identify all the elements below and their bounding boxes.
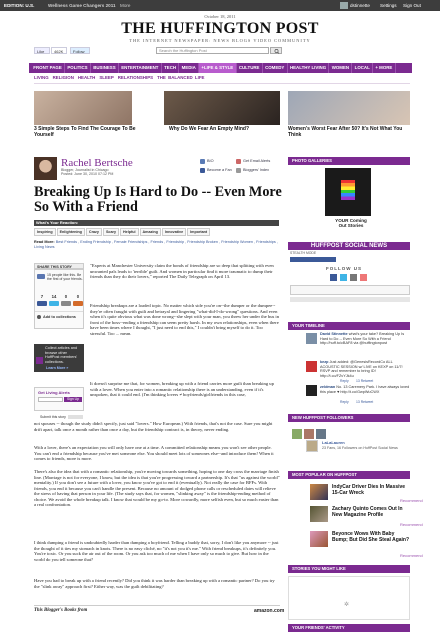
reaction-button[interactable]: Innovative [162,228,186,236]
promo-image-2[interactable] [164,91,280,125]
popular-title[interactable]: Beyonce Wows With Baby Bump; But Did She Steal Again? [332,531,410,543]
reaction-button[interactable]: Important [187,228,210,236]
stealth-mode-toggle[interactable]: STEALTH MODE [290,251,317,255]
reaction-button[interactable]: Amazing [140,228,161,236]
facebook-icon[interactable] [330,274,337,281]
popular-thumb[interactable] [310,506,328,522]
add-collections-button[interactable]: Add to collections [43,315,76,319]
facebook-connect-button[interactable] [290,257,336,262]
follow-icons [330,274,367,281]
promo-image-1[interactable] [34,91,132,125]
reply-link[interactable]: Reply [340,400,349,404]
share-count-facebook: 7 [40,294,44,299]
follower-name[interactable]: LaLaLauren [322,440,345,445]
nav-item[interactable]: + MORE [373,63,396,73]
subnav-item[interactable]: THE BALANCED LIFE [157,75,205,80]
share-count-comments: 0 [76,294,80,299]
email-icon[interactable] [350,274,357,281]
sub-nav [34,75,208,80]
email-share-icon[interactable] [61,301,71,306]
recommend-button[interactable]: Recommend [400,522,423,527]
digg-icon[interactable] [68,415,83,419]
paragraph: I think dumping a friend is undoubtedly harder than dumping a boyfriend. Telling a buddy that, sorry, I don't like you anymore -- just the thought of it ties my stomach in knots. There is no easy cliché, no "it's not you it's me." With friend breakups, it's definitely you. You're toxic. Or you suck the air out of the room. Or you ask too much of me when I have only so much to give. But how in the world do you tell someone that? [34,540,279,562]
like-button[interactable]: Like [34,47,50,54]
collections-icon [36,357,43,364]
follow-us-label: FOLLOW US [326,266,362,271]
alerts-email-input[interactable] [38,397,63,402]
read-more-tags[interactable]: Best Friends , Ending Friendship , Female Friendships , Friends , Friendship , Friendship Broken , Friendship Women , Friendships , Living News [34,240,278,249]
username-link[interactable]: dstinnette [350,3,370,8]
tweet-user[interactable]: David Stinnette [320,332,348,336]
bio-link[interactable]: BIO [207,159,214,163]
twitter-icon[interactable] [340,274,347,281]
amazon-logo[interactable]: amazon.com [254,608,285,614]
retweet-link[interactable]: 13 Retweet [356,379,374,383]
post-date: Posted: June 30, 2010 07:12 PM [61,172,114,177]
article-headline: Breaking Up Is Hard to Do -- Even More So With a Friend [34,184,282,215]
avatar[interactable] [306,333,317,344]
tweet-user[interactable]: kezp [320,360,329,364]
tweet-text: what's your take? Breaking Up Is Hard to Do -- Even More So With a Friend http://huff.to/cBAF8 via @huffingtonpost [320,332,405,345]
divider [35,311,83,312]
new-followers-header: NEW HUFFPOST FOLLOWERS [288,414,410,422]
loading-spinner-icon: ✲ [344,602,350,608]
reaction-button[interactable]: Scary [103,228,119,236]
popular-title[interactable]: Zachary Quinto Comes Out In New Magazine Profile [332,506,403,518]
share-toolbar [290,297,410,302]
share-header: SHARE THIS STORY [34,263,84,269]
promo-caption-3[interactable]: Women's Worst Fear After 50? It's Not What You Think [288,126,403,138]
top-link-wellness[interactable]: Wellness Game Changers 2011 [48,3,116,8]
subnav-item[interactable]: RELATIONSHIPS [117,75,154,80]
follow-button[interactable]: Follow [70,47,90,54]
paragraph: With a lover, there's an expectation you will only have one at a time. A committed relationship means you won't see other people. You can't end a friendship because you've met someone else. You should meet lots of someones else--and introduce them! When it comes to friends, more is more. [34,445,274,461]
paragraph: It doesn't surprise me that, for women, breaking up with a friend carries more guilt than breaking up with a lover. When you enter into a romantic relationship there is an understanding, even if it's unspoken, that it could end. (I'm thinking lovers ≠ boyfriends/girlfriends in this case, [90,381,274,397]
submit-story-link[interactable]: Submit this story [40,415,66,419]
reaction-button[interactable]: Enlightening [57,228,85,236]
avatar[interactable] [306,361,317,372]
promo-caption-1[interactable]: 3 Simple Steps To Find The Courage To Be Yourself [34,126,136,138]
avatar[interactable] [292,429,302,439]
comment-share-icon[interactable] [73,301,83,306]
gallery-caption[interactable]: YOUR Coming Out Stories [335,218,367,229]
learn-more-link[interactable]: Learn More » [46,366,69,370]
tweet [320,360,410,378]
promo-caption-2[interactable]: Why Do We Fear An Empty Mind? [169,126,250,132]
mail-icon [236,159,241,164]
paragraph: There's also the idea that with a romantic relationship, you're moving towards something, hoping to one day cross the marriage finish line. (Marriage is not for everyone, I know, but the idea is that you're progressing toward a partnership. It's that "us against the world" mentality.) If you don't see a future with a lover, you know you've got to end it (eventually). Not really the case for BFFs. With friends, you end it because you can't handle the present. Because no amount of dodged phone calls or rescheduled dates will relieve the stress of having that person in your life. (The study says that, for women, "slinking away" is the friendship-ending method of choice. We avoid the whole breakup talk. I know that would be my go-to. More cowardly, more selfish even, but so much easier than a real confrontation. [34,469,280,507]
follower-stats: 23 Fans, 16 Followers on HuffPost Social News [322,446,398,450]
avatar[interactable] [316,429,326,439]
index-icon [236,168,241,173]
reaction-title: What's Your Reaction: [34,220,279,226]
subnav-item[interactable]: HEALTH [77,75,96,80]
search-icon [271,48,283,55]
nav-item[interactable]: +LIFE & STYLE [199,63,236,73]
tweet-text: No. 13 Caremery Park. I have always loved this place ♥ http://t.co/GwpWuCWX [320,385,410,394]
nav-item[interactable]: BUSINESS [91,63,119,73]
recommend-button[interactable]: Recommend [400,498,423,503]
email-alerts-link[interactable]: Get Email Alerts [243,159,271,163]
bloggers-index-link[interactable]: Bloggers' Index [243,168,270,172]
divider [34,83,410,84]
subnav-item[interactable]: LIVING [34,75,49,80]
stories-like-header: STORIES YOU MIGHT LIKE [288,565,410,573]
share-count-twitter: 14 [51,294,57,299]
divider [34,605,280,606]
retweet-link[interactable]: 13 Retweet [356,400,374,404]
tweet [320,332,410,346]
tweet-user[interactable]: zeldman [320,385,336,389]
most-popular-header: MOST POPULAR ON HUFFPOST [288,471,410,479]
blogger-books-label: This Blogger's Books from [34,608,88,613]
share-box [34,269,84,329]
reaction-buttons [34,228,210,236]
site-logo[interactable]: THE HUFFINGTON POST [121,20,319,37]
nav-item[interactable]: TECH [162,63,180,73]
signup-button[interactable]: Sign Up [64,397,82,402]
popular-thumb[interactable] [310,484,328,500]
read-more-label: Read More: [34,240,55,244]
share-status-input[interactable] [290,285,410,295]
plus-icon [37,315,41,319]
like-count: 462K [51,47,67,54]
top-link-more[interactable]: More [120,3,131,8]
popular-thumb[interactable] [310,531,328,547]
paragraph: Friendship breakups are a loaded topic. No matter which side you're on--the dumper or the dumpee--they're often fraught with guilt and betrayal and lingering "what-did-I-do-wrong" questions. And even when it's quite obvious what was done wrong--she slept with your man, you threw her under the bus in front of the boss--ending a friendship can seem pretty harsh. In my own relationships, even when there have been times where I thought, "I just need to end this," I couldn't bring myself to do it. Too stressful. Too ... mean. [90,303,280,336]
reaction-button[interactable]: Crazy [86,228,102,236]
top-bar [0,0,440,11]
nav-item[interactable]: FRONT PAGE [31,63,65,73]
paragraph: Have you had to break up with a friend recently? Did you think it was harder than breaking up with a romantic partner? Do you try the "slink away" approach first? Either way, was the guilt debilitating? [34,578,275,589]
user-avatar[interactable] [340,2,348,9]
nav-item[interactable]: HEALTHY LIVING [288,63,330,73]
author-meta [61,168,113,177]
search-button[interactable] [270,47,282,54]
twitter-share-icon[interactable] [49,301,59,306]
avatar[interactable] [306,385,317,396]
nav-item[interactable]: ENTERTAINMENT [119,63,162,73]
become-fan-link[interactable]: Become a Fan [207,168,232,172]
share-count-email: 0 [64,294,68,299]
author-photo[interactable] [34,157,57,180]
search-input[interactable]: Search the Huffington Post [156,47,269,54]
recommend-button[interactable]: Recommend [400,553,423,558]
living-alerts-title: Get Living Alerts [38,390,70,395]
friends-activity-header: YOUR FRIENDS' ACTIVITY [288,624,410,632]
read-more [34,240,280,250]
subnav-item[interactable]: RELIGION [52,75,74,80]
author-role: Blogger, Journalist in Chicago [61,168,109,172]
facebook-icon [200,168,205,173]
nav-item[interactable]: POLITICS [65,63,91,73]
tagline: THE INTERNET NEWSPAPER: NEWS BLOGS VIDEO COMMUNITY [129,38,311,43]
main-nav [29,63,412,73]
popular-title[interactable]: IndyCar Driver Dies In Massive 15-Car Wreck [332,484,406,496]
nav-item[interactable]: WOMEN [329,63,352,73]
reaction-button[interactable]: Inspiring [34,228,56,236]
tweet [320,385,410,394]
reply-link[interactable]: Reply [340,379,349,383]
date-line: October 18, 2011 [204,14,236,19]
your-timeline-header: YOUR TIMELINE [288,322,410,330]
author-name[interactable]: Rachel Bertsche [61,157,133,169]
bio-icon [200,159,205,164]
social-news-header: HUFFPOST SOCIAL NEWS [288,242,410,250]
reaction-button[interactable]: Helpful [120,228,139,236]
sign-out-link[interactable]: Sign Out [403,3,421,8]
stories-like-box [288,576,410,620]
facebook-share-icon[interactable] [37,301,47,306]
nav-item[interactable]: COMEDY [263,63,288,73]
subnav-item[interactable]: SLEEP [99,75,114,80]
rss-icon[interactable] [360,274,367,281]
avatar[interactable] [306,440,318,452]
nav-item[interactable]: LOCAL [352,63,373,73]
nav-item[interactable]: CULTURE [237,63,263,73]
paragraph: not spouses -- though the study didn't specify, just said "lovers." How European.) With friends, that's not the case. Sure you might drift apart, talk once a month rather than once a day, but the friendship contract is, in theory, never ending. [34,421,273,432]
tweet-text: Just added: @GenesisRecordCo ALL ACOUSTIC SESSION w/ LIVE on KEXP on 11/7! RSVP and remember to bring ID! http://t.co/FZvYJk4u [320,360,403,378]
living-alerts-box [34,387,84,411]
nav-item[interactable]: MEDIA [179,63,199,73]
gallery-image[interactable] [325,168,371,216]
avatar[interactable] [304,429,314,439]
photo-galleries-header[interactable]: PHOTO GALLERIES [288,157,410,165]
edition-selector[interactable]: EDITION: U.S. [4,3,35,8]
fb-like-text: 15 people like this. Be the first of your friends. [47,273,83,281]
fb-like-button[interactable] [37,274,45,279]
rainbow-flag-icon [341,180,355,200]
settings-link[interactable]: Settings [380,3,397,8]
collections-text: Collect articles and browse other HuffPost members' collections. [45,346,78,364]
promo-image-3[interactable] [288,91,410,125]
paragraph: "Experts at Manchester University claim the bonds of friendship are so deep that splitting with even unwanted pals leads to 'terrible' guilt. And women in particular find it more traumatic to dump their friends than they do their lovers," reported The Daily Telegraph on April 13. [90,263,274,279]
